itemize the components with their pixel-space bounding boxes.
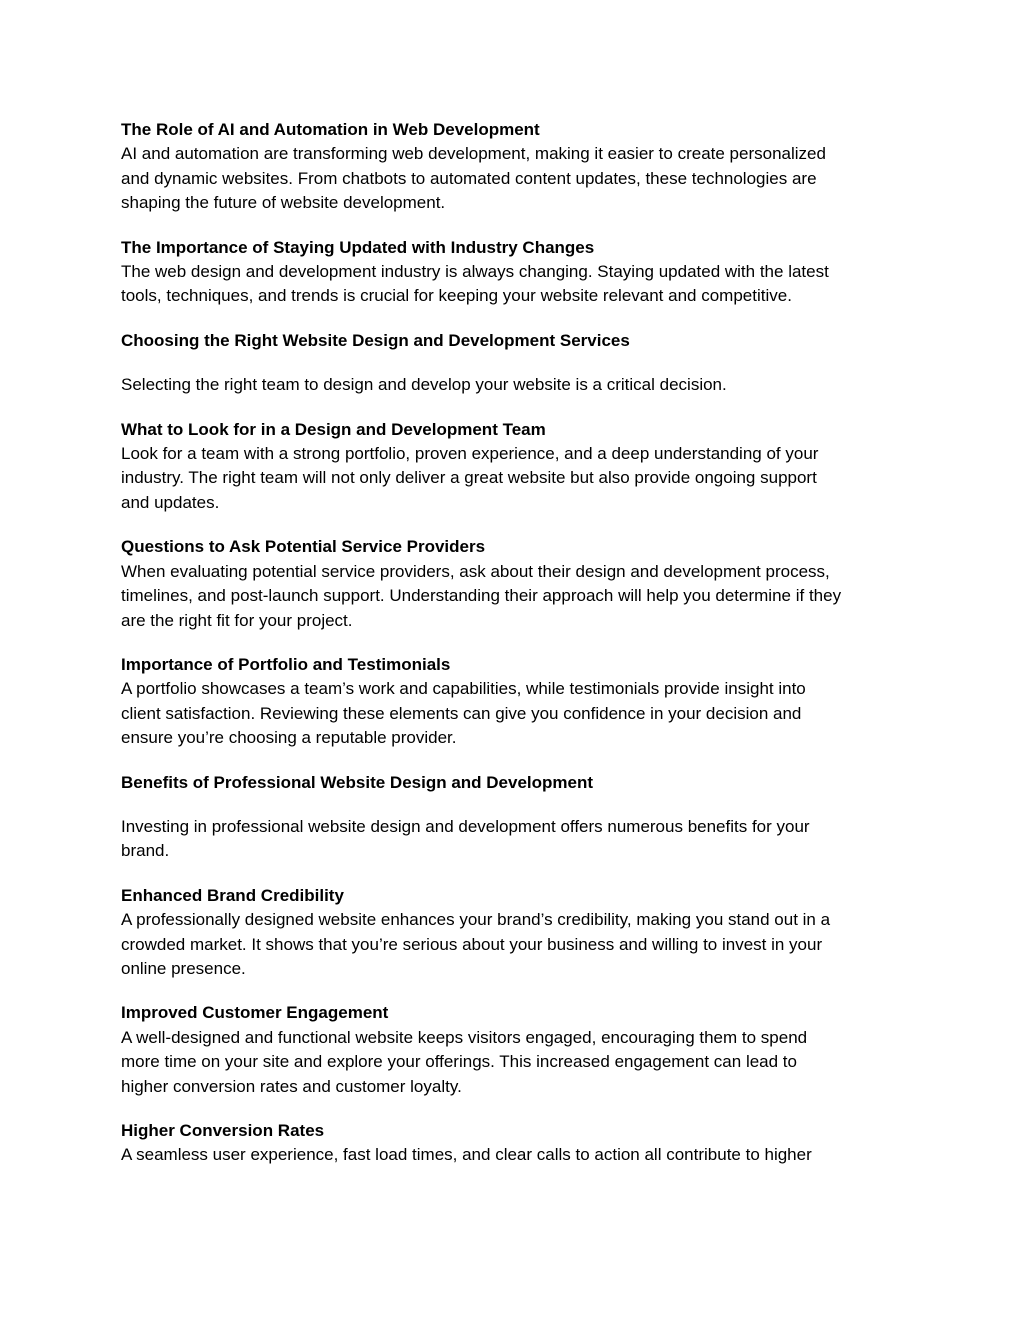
paragraph-line: Investing in professional website design and development offers numerous benefits for your: [121, 816, 810, 836]
section-heading: Higher Conversion Rates: [121, 1121, 325, 1140]
section-gap: [121, 515, 903, 535]
section-heading: Improved Customer Engagement: [121, 1003, 389, 1023]
paragraph-line: industry. The right team will not only deliver a great website but also provide ongoing support: [121, 468, 817, 488]
paragraph-line: Selecting the right team to design and develop your website is a critical decision.: [121, 375, 727, 395]
section-heading: The Role of AI and Automation in Web Development: [121, 120, 540, 139]
section-heading: Importance of Portfolio and Testimonials: [121, 654, 451, 674]
section-gap: [121, 981, 903, 1001]
paragraph-line: online presence.: [121, 958, 246, 978]
paragraph-line: higher conversion rates and customer loyalty.: [121, 1076, 462, 1096]
paragraph-line: more time on your site and explore your offerings. This increased engagement can lead to: [121, 1052, 797, 1072]
section-heading: Questions to Ask Potential Service Providers: [121, 537, 486, 557]
paragraph-line: AI and automation are transforming web development, making it easier to create personalized: [121, 144, 826, 164]
blank-line: [121, 353, 903, 373]
document-content: [121, 118, 903, 1168]
paragraph-line: timelines, and post-launch support. Understanding their approach will help you determine if they: [121, 586, 842, 606]
section-heading: What to Look for in a Design and Development Team: [121, 419, 546, 439]
section-heading: Enhanced Brand Credibility: [121, 885, 344, 905]
paragraph-line: A seamless user experience, fast load times, and clear calls to action all contribute to higher: [121, 1145, 812, 1165]
paragraph-line: shaping the future of website development.: [121, 193, 446, 213]
section-gap: [121, 633, 903, 653]
blank-line: [121, 795, 903, 815]
paragraph-line: brand.: [121, 841, 170, 861]
section-heading: Choosing the Right Website Design and Development Services: [121, 330, 630, 350]
section-gap: [121, 398, 903, 418]
paragraph-line: tools, techniques, and trends is crucial for keeping your website relevant and competitive.: [121, 286, 792, 306]
paragraph-line: crowded market. It shows that you’re serious about your business and willing to invest in your: [121, 934, 823, 954]
paragraph-line: A portfolio showcases a team’s work and capabilities, while testimonials provide insight into: [121, 679, 806, 699]
section-heading: The Importance of Staying Updated with Industry Changes: [121, 237, 595, 257]
paragraph-line: A professionally designed website enhances your brand’s credibility, making you stand out in a: [121, 910, 831, 930]
section-gap: [121, 864, 903, 884]
paragraph-line: When evaluating potential service providers, ask about their design and development process,: [121, 561, 830, 581]
section-gap: [121, 309, 903, 329]
paragraph-line: The web design and development industry is always changing. Staying updated with the latest: [121, 262, 829, 282]
section-gap: [121, 216, 903, 236]
section-heading: Benefits of Professional Website Design and Development: [121, 772, 594, 792]
paragraph-line: A well-designed and functional website keeps visitors engaged, encouraging them to spend: [121, 1027, 808, 1047]
paragraph-line: and dynamic websites. From chatbots to automated content updates, these technologies are: [121, 168, 817, 188]
paragraph-line: ensure you’re choosing a reputable provider.: [121, 728, 457, 748]
paragraph-line: are the right fit for your project.: [121, 610, 353, 630]
paragraph-line: and updates.: [121, 492, 220, 512]
paragraph-line: Look for a team with a strong portfolio, proven experience, and a deep understanding of your: [121, 444, 819, 464]
section-gap: [121, 751, 903, 771]
section-gap: [121, 1099, 903, 1119]
paragraph-line: client satisfaction. Reviewing these elements can give you confidence in your decision and: [121, 703, 802, 723]
